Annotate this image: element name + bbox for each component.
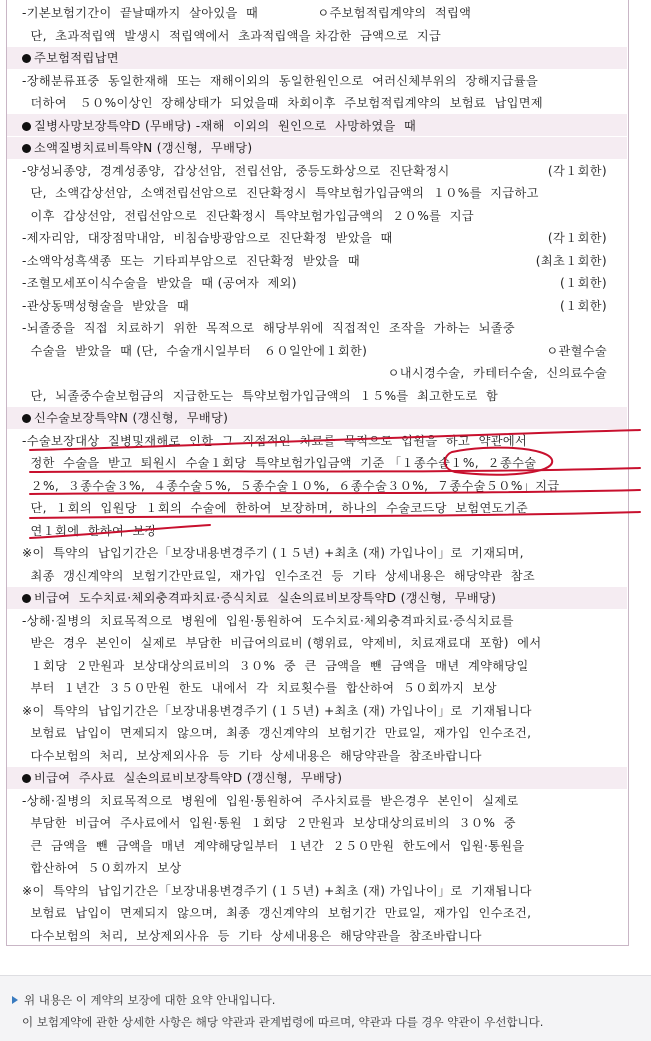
document-line: 단, 뇌졸중수술보험금의 지급한도는 특약보험가입금액의 １５%를 최고한도로 함	[22, 388, 499, 403]
document-line: 연１회에 한하여 보장	[22, 523, 157, 538]
document-line: -소액악성흑색종 또는 기타피부암으로 진단확정 받았을 때	[22, 253, 360, 268]
document-line: 단, 소액갑상선암, 소액전립선암으로 진단확정시 특약보험가입금액의 １０%를 지급하고	[22, 186, 539, 200]
document-line: 보험료 납입이 면제되지 않으며, 최종 갱신계약의 보험기간 만료일, 재가입 인수조건,	[22, 726, 532, 740]
document-line: ※이 특약의 납입기간은「보장내용변경주기 (１５년) +최초 (재) 가입나이」로 기재되며,	[22, 546, 524, 560]
document-line-right: ㅇ내시경수술, 카테터수술, 신의료수술	[387, 366, 607, 380]
section-header-text: 주보험적립납면	[34, 51, 119, 65]
document-line: 부담한 비급여 주사료에서 입원·통원 １회당 ２만원과 보상대상의료비의 ３０% 중	[22, 816, 516, 830]
document-line-right: (최초１회한)	[535, 253, 607, 268]
document-line: -상해·질병의 치료목적으로 병원에 입원·통원하여 도수치료·체외충격파치료·증식치료를	[22, 613, 514, 628]
document-line: -뇌졸중을 직접 치료하기 위한 목적으로 해당부위에 직접적인 조작을 가하는 뇌졸중	[22, 321, 515, 335]
document-line: -조혈모세포이식수술을 받았을 때 (공여자 제외)	[22, 276, 297, 290]
bullet-icon	[22, 414, 31, 423]
document-line: 받은 경우 본인이 실제로 부담한 비급여의료비 (행위료, 약제비, 치료재료대 포함) 에서	[22, 636, 542, 650]
document-line-right: (각１회한)	[547, 163, 607, 178]
document-line: ※이 특약의 납입기간은「보장내용변경주기 (１５년) +최초 (재) 가입나이」로 기재됩니다	[22, 703, 532, 718]
document-line: -양성뇌종양, 경계성종양, 갑상선암, 전립선암, 중등도화상으로 진단확정시	[22, 163, 450, 178]
footer-line-1: 위 내용은 이 계약의 보장에 대한 요약 안내입니다.	[24, 993, 276, 1007]
document-line: -장해분류표중 동일한재해 또는 재해이외의 동일한원인으로 여러신체부위의 장해지급률을	[22, 73, 539, 88]
footer-notice	[0, 975, 651, 1041]
document-line: 다수보험의 처리, 보상제외사유 등 기타 상세내용은 해당약관을 참조바랍니다	[22, 748, 482, 763]
document-line: 보험료 납입이 면제되지 않으며, 최종 갱신계약의 보험기간 만료일, 재가입 인수조건,	[22, 906, 532, 920]
document-line: ２%, ３종수술３%, ４종수술５%, ５종수술１０%, ６종수술３０%, ７종수술５０%」지급	[22, 478, 560, 493]
document-line: -기본보험기간이 끝날때까지 살아있을 때 ㅇ주보험적립계약의 적립액	[22, 6, 472, 20]
document-line: 다수보험의 처리, 보상제외사유 등 기타 상세내용은 해당약관을 참조바랍니다	[22, 928, 482, 943]
section-header-text: 소액질병치료비특약N (갱신형, 무배당)	[34, 141, 253, 155]
document-line: 이후 갑상선암, 전립선암으로 진단확정시 특약보험가입금액의 ２０%를 지급	[22, 208, 474, 223]
section-header	[22, 137, 252, 159]
section-header-text: 신수술보장특약N (갱신형, 무배당)	[34, 411, 229, 425]
triangle-arrow-icon	[12, 996, 18, 1004]
document-line: 부터 １년간 ３５０만원 한도 내에서 각 치료횟수를 합산하여 ５０회까지 보상	[22, 681, 497, 695]
document-line: 더하여 ５０%이상인 장해상태가 되었을때 차회이후 주보험적립계약의 보험료 납입면제	[22, 96, 543, 110]
bullet-icon	[22, 774, 31, 783]
document-line: ※이 특약의 납입기간은「보장내용변경주기 (１５년) +최초 (재) 가입나이」로 기재됩니다	[22, 883, 532, 898]
document-line: -제자리암, 대장점막내암, 비침습방광암으로 진단확정 받았을 때	[22, 231, 393, 245]
bullet-icon	[22, 122, 31, 131]
bullet-icon	[22, 144, 31, 153]
section-header-text: 비급여 도수치료·체외충격파치료·증식치료 실손의료비보장특약D (갱신형, 무배당)	[34, 591, 497, 605]
footer-line-2: 이 보험계약에 관한 상세한 사항은 해당 약관과 관계법령에 따르며, 약관과 다를 경우 약관이 우선합니다.	[22, 1015, 544, 1029]
document-line: 큰 금액을 뺀 금액을 매년 계약해당일부터 １년간 ２５０만원 한도에서 입원·통원을	[22, 838, 525, 853]
document-line: １회당 ２만원과 보상대상의료비의 ３０% 중 큰 금액을 뺀 금액을 매년 계약해당일	[22, 658, 529, 673]
bullet-icon	[22, 54, 31, 63]
document-line: -수술보장대상 질병및재해로 인한 그 직접적인 치료를 목적으로 입원을 하고 약관에서	[22, 433, 528, 448]
section-header-text: 질병사망보장특약D (무배당) -재해 이외의 원인으로 사망하였을 때	[34, 118, 417, 133]
document-line: 합산하여 ５０회까지 보상	[22, 861, 182, 875]
section-header	[22, 407, 228, 429]
section-header	[22, 767, 342, 789]
section-header	[22, 587, 496, 609]
section-header-text: 비급여 주사료 실손의료비보장특약D (갱신형, 무배당)	[34, 771, 343, 785]
document-line: -상해·질병의 치료목적으로 병원에 입원·통원하여 주사치료를 받은경우 본인이 실제로	[22, 793, 519, 808]
section-header	[22, 115, 416, 137]
document-line: 정한 수술을 받고 퇴원시 수술１회당 특약보험가입금액 기준 「１종수술１%, ２종수술	[22, 456, 537, 470]
bullet-icon	[22, 594, 31, 603]
document-line: 최종 갱신계약의 보험기간만료일, 재가입 인수조건 등 기타 상세내용은 해당약관 참조	[22, 568, 536, 583]
document-line: 단, 초과적립액 발생시 적립액에서 초과적립액을 차감한 금액으로 지급	[22, 28, 442, 43]
section-header	[22, 47, 119, 69]
document-line-right: (각１회한)	[547, 231, 607, 245]
document-line: -관상동맥성형술을 받았을 때	[22, 298, 190, 313]
document-line-right: (１회한)	[560, 298, 607, 313]
document-line-right: (１회한)	[560, 276, 607, 290]
document-line-right: ㅇ관혈수술	[546, 343, 607, 358]
footer-line-1-row	[12, 992, 275, 1008]
document-line: 단, １회의 입원당 １회의 수술에 한하여 보장하며, 하나의 수술코드당 보험연도기준	[22, 501, 528, 515]
document-line: 수술을 받았을 때 (단, 수술개시일부터 ６０일안에１회한)	[22, 343, 368, 358]
